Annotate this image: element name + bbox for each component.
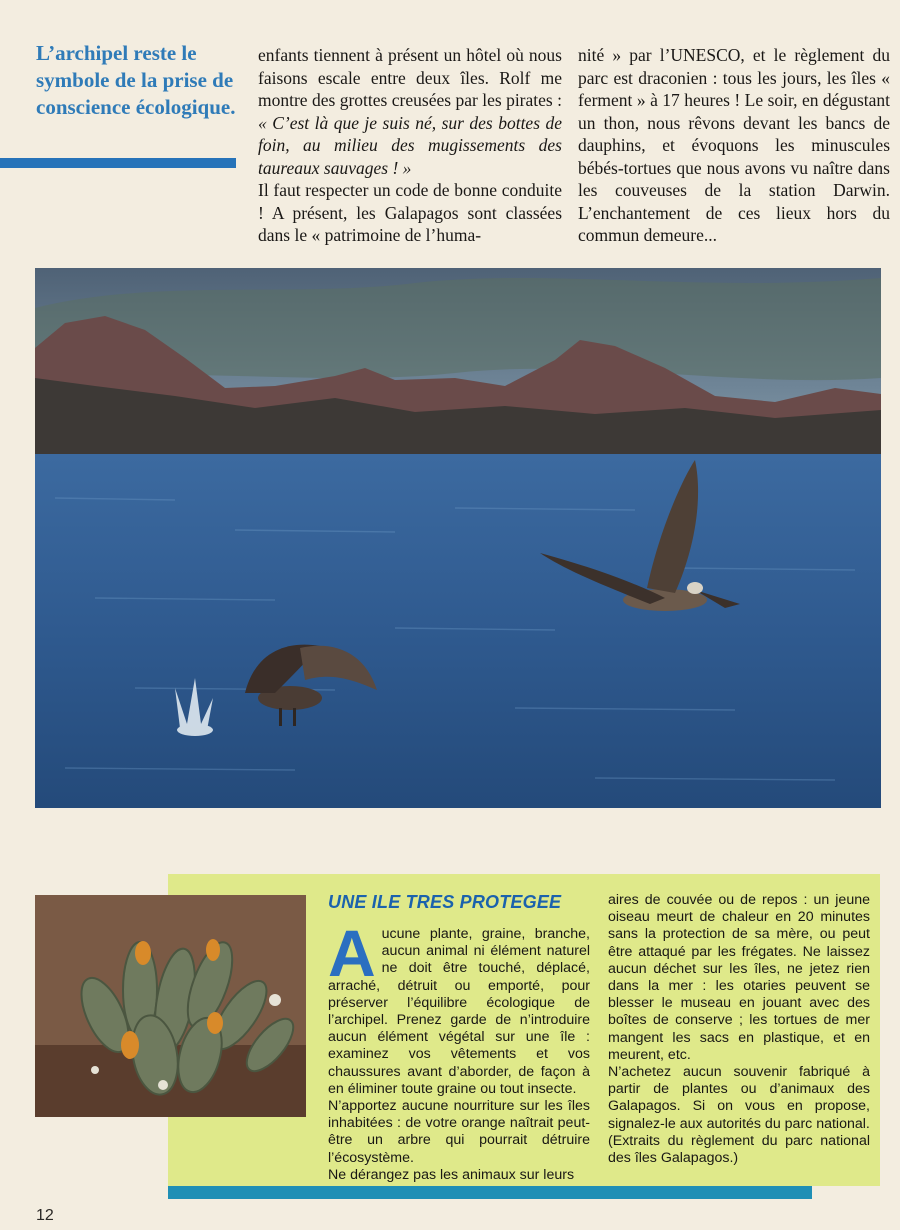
- pelican-photo: [35, 268, 881, 808]
- sidebar-column-1: [328, 916, 590, 1184]
- sidebar-text: ucune plante, graine, branche, aucun animal ni élément naturel ne doit être touché, déplacé, arraché, détruit ou emporté, pour préserver l’équilibre écologique de l’archipel. Prenez garde de n’introduire aucun élément végétal sur une île : examinez vos vêtements et vos chaussures avant d’aborder, de façon à en éliminer toute graine ou tout insecte.: [328, 926, 590, 1097]
- cactus-photo: [35, 895, 306, 1117]
- article-column-1: [258, 44, 562, 247]
- sidebar-text: (Extraits du règlement du parc national des îles Galapagos.): [608, 1132, 870, 1167]
- article-text: nité » par l’UNESCO, et le règlement du parc est draconien : tous les jours, les îles « ferment » à 17 heures ! Le soir, en dégustant un thon, nous rêvons devant les bancs de dauphins, et évoquons les minuscules bébés-tortues que nous avons vu naître dans les couveuses de la station Darwin. L’enchantement de ces lieux hors du commun demeure...: [578, 45, 890, 245]
- sidebar-title: UNE ILE TRES PROTEGEE: [328, 892, 562, 912]
- pullquote: L’archipel reste le symbole de la prise de conscience écologique.: [36, 41, 236, 119]
- article-text: enfants tiennent à présent un hôtel où nous faisons escale entre deux îles. Rolf me montre des grottes creusées par les pirates :: [258, 45, 562, 110]
- sidebar-rule: [168, 1186, 812, 1199]
- page-number: 12: [36, 1207, 54, 1224]
- article-quote: « C’est là que je suis né, sur des bottes de foin, au milieu des mugissements des taureaux sauvages ! »: [258, 112, 562, 178]
- drop-cap: A: [328, 916, 376, 990]
- sidebar-text: N’apportez aucune nourriture sur les îles inhabitées : de votre orange naîtrait peut-être un arbre qui pourrait détruire l’écosystème.: [328, 1098, 590, 1166]
- sidebar-text: Ne dérangez pas les animaux sur leurs: [328, 1166, 575, 1183]
- article-text: Il faut respecter un code de bonne conduite ! A présent, les Galapagos sont classées dans le « patrimoine de l’huma-: [258, 180, 562, 245]
- pullquote-rule: [0, 158, 236, 168]
- sidebar-text: aires de couvée ou de repos : un jeune oiseau meurt de chaleur en 20 minutes sans la protection de sa mère, ou peut être attaqué par les frégates. Ne laissez aucun déchet sur les îles, ne jetez rien dans la mer : les otaries peuvent se blesser le museau en jouant avec des boîtes de conserve ; les tortues de mer mangent les sacs en plastique, et en meurent, etc.: [608, 892, 870, 1063]
- sidebar-column-2: [608, 892, 870, 1167]
- article-column-2: [578, 44, 890, 247]
- sidebar-text: N’achetez aucun souvenir fabriqué à partir de plantes ou d’animaux des Galapagos. Si on vous en propose, signalez-le aux autorités du parc national.: [608, 1064, 870, 1132]
